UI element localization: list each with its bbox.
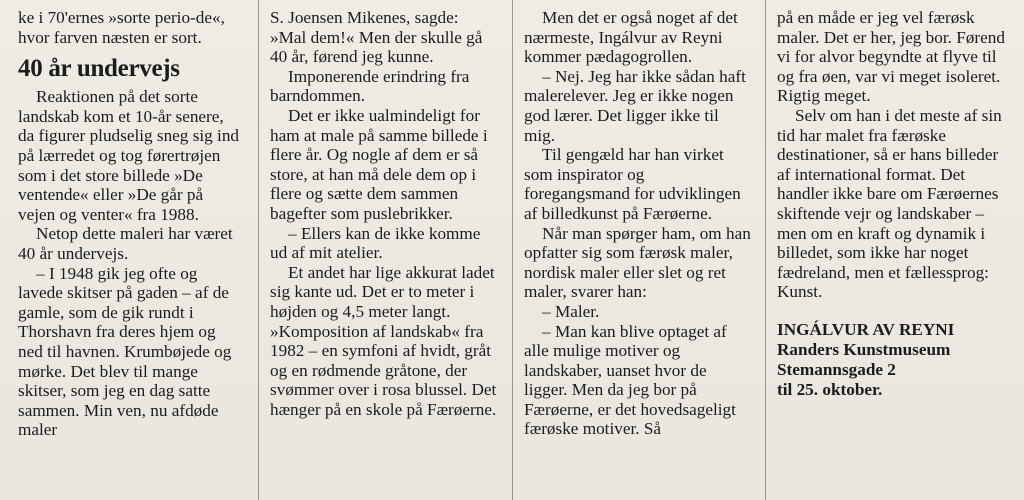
paragraph: Selv om han i det meste af sin tid har malet fra færøske destinationer, så er hans billeder af international format. Det handler ikke bare om Færøernes skiftende vejr og landskaber – men om en kraft og dynamik i billedet, som ikke har noget fædreland, men et fællessprog: Kunst. bbox=[777, 105, 1002, 302]
column-divider bbox=[765, 0, 766, 500]
artist-name: INGÁLVUR AV REYNI bbox=[777, 319, 955, 339]
section-heading: 40 år undervejs bbox=[18, 55, 180, 83]
paragraph: Til gengæld har han virket som inspirator og foregangsmand for udviklingen af billedkunst på Færøerne. bbox=[524, 145, 741, 223]
paragraph: Et andet har lige akkurat ladet sig kante ud. Det er to meter i højden og 4,5 meter langt. »Komposition af landskab« fra 1982 – en symfoni af hvidt, gråt og en rødmende gråtone, der svømmer over i rosa blussel. Det hænger på en skole på Færøerne. bbox=[270, 262, 497, 419]
paragraph: – Ellers kan de ikke komme ud af mit atelier. bbox=[270, 223, 481, 263]
column-4-lead: på en måde er jeg vel færøsk maler. Det er her, jeg bor. Førend vi for alvor begyndte at flyve til og fra øen, var vi meget isoleret. Rigtig meget. bbox=[777, 8, 1005, 106]
exhibition-end-date: til 25. oktober. bbox=[777, 379, 883, 399]
column-2-lead: S. Joensen Mikenes, sagde: »Mal dem!« Men der skulle gå 40 år, førend jeg kunne. bbox=[270, 8, 483, 67]
paragraph: – I 1948 gik jeg ofte og lavede skitser på gaden – af de gamle, som de gik rundt i Thorshavn fra deres hjem og ned til havnen. Krumbøjede og mørke. Det blev til mange skitser, som jeg en dag satte sammen. Min ven, nu afdøde maler bbox=[18, 263, 232, 440]
column-divider bbox=[512, 0, 513, 500]
venue-address: Stemannsgade 2 bbox=[777, 359, 896, 379]
paragraph: – Man kan blive optaget af alle mulige motiver og landskaber, uanset hvor de ligger. Men da jeg bor på Færøerne, er det hovedsageligt færøske motiver. Så bbox=[524, 321, 736, 439]
exhibition-info bbox=[777, 320, 1005, 400]
column-2 bbox=[270, 8, 498, 419]
paragraph: Det er ikke ualmindeligt for ham at male på samme billede i flere år. Og nogle af dem er så store, at han må dele dem op i flere og sætte dem sammen bagefter som puslebrikker. bbox=[270, 105, 488, 223]
paragraph: Imponerende erindring fra barndommen. bbox=[270, 66, 470, 106]
column-divider bbox=[258, 0, 259, 500]
column-3 bbox=[524, 8, 752, 439]
paragraph: Reaktionen på det sorte landskab kom et 10-år senere, da figurer pludselig sneg sig ind på lærredet og tog førertrøjen som i det store billede »De ventende« eller »De går på vejen og venter« fra 1988. bbox=[18, 87, 240, 224]
column-1-lead: ke i 70'ernes »sorte perio-de«, hvor farven næsten er sort. bbox=[18, 8, 225, 47]
venue-name: Randers Kunstmuseum bbox=[777, 339, 951, 359]
column-4 bbox=[777, 8, 1005, 400]
column-1 bbox=[18, 8, 242, 440]
paragraph: Men det er også noget af det nærmeste, Ingálvur av Reyni kommer pædagogrollen. bbox=[524, 8, 738, 67]
paragraph: Når man spørger ham, om han opfatter sig som færøsk maler, nordisk maler eller slet og ret maler, svarer han: bbox=[524, 223, 751, 302]
paragraph: – Nej. Jeg har ikke sådan haft malerelever. Jeg er ikke nogen god lærer. Det ligger ikke til mig. bbox=[524, 66, 746, 145]
paragraph: Netop dette maleri har været 40 år undervejs. bbox=[18, 224, 233, 263]
paragraph: – Maler. bbox=[542, 301, 600, 321]
